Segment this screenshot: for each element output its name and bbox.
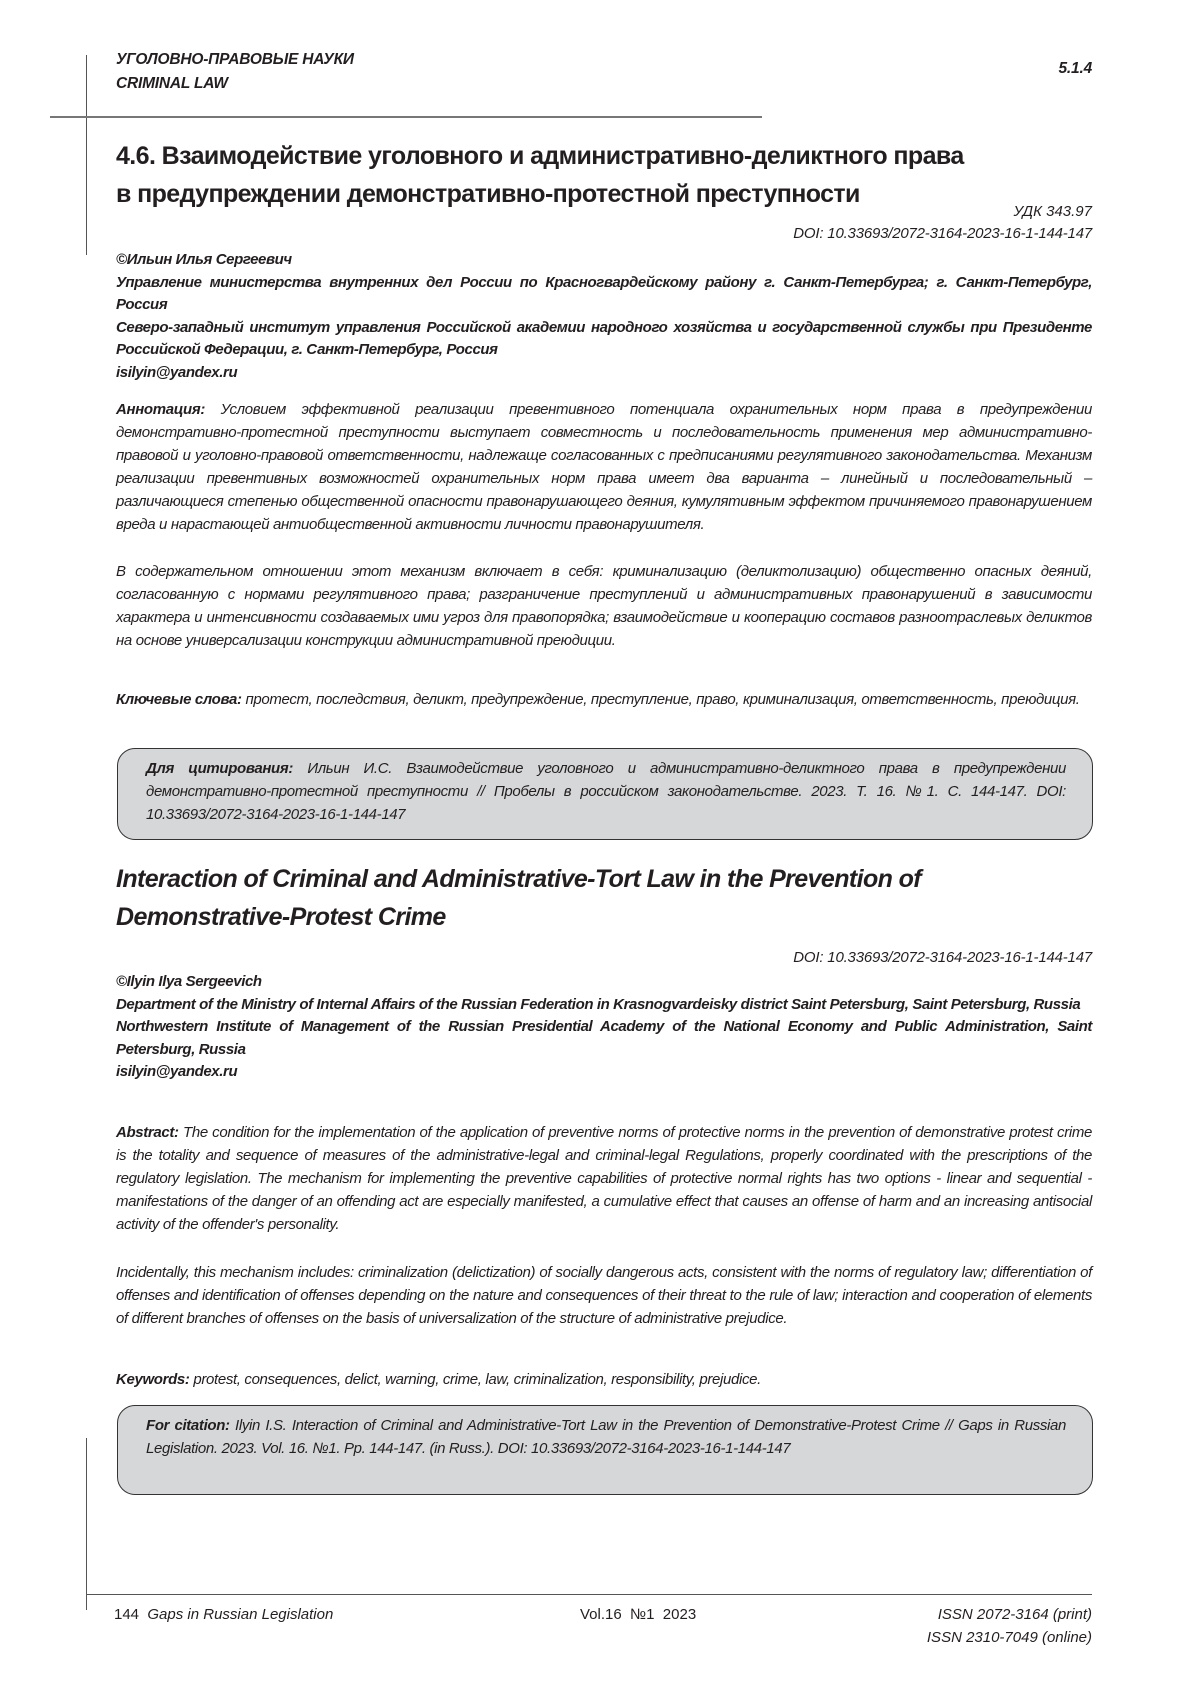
email-en[interactable]: isilyin@yandex.ru xyxy=(116,1061,1092,1084)
journal-name: Gaps in Russian Legislation xyxy=(147,1606,333,1623)
abstract-label-ru: Аннотация: xyxy=(116,401,205,418)
title-ru-line2: в предупреждении демонстративно-протестной преступности xyxy=(116,175,1106,213)
page-number: 144 xyxy=(114,1606,139,1623)
issn-online: ISSN 2310-7049 (online) xyxy=(927,1629,1092,1646)
abstract-ru xyxy=(116,398,1092,536)
article-title-ru xyxy=(116,137,1106,213)
keywords-label-ru: Ключевые слова: xyxy=(116,691,242,708)
citation-text-ru: Ильин И.С. Взаимодействие уголовного и административно-деликтного права в предупреждении демонстративно-протестной преступности // Пробелы в российском законодательстве. 2023. Т. 16. №1. С. 144-147. DOI: 10.33693/2072-3164-2023-16-1-144-147 xyxy=(146,760,1066,823)
title-en-line2: Demonstrative-Protest Crime xyxy=(116,898,1106,936)
keywords-text-ru: протест, последствия, деликт, предупреждение, преступление, право, криминализация, ответственность, преюдиция. xyxy=(245,691,1079,708)
affiliation1-en: Department of the Ministry of Internal Affairs of the Russian Federation in Krasnogvardeisky district Saint Petersburg, Saint Petersburg, Russia xyxy=(116,994,1092,1017)
affiliation2-ru: Северо-западный институт управления Российской академии народного хозяйства и государственной службы при Президенте Российской Федерации, г. Санкт-Петербург, Россия xyxy=(116,317,1092,362)
abstract-label-en: Abstract: xyxy=(116,1124,179,1141)
udc: УДК 343.97 xyxy=(1013,203,1092,220)
keywords-text-en: protest, consequences, delict, warning, crime, law, criminalization, responsibility, prejudice. xyxy=(193,1371,761,1388)
citation-label-en: For citation: xyxy=(146,1417,230,1434)
doi-en: DOI: 10.33693/2072-3164-2023-16-1-144-147 xyxy=(793,949,1092,966)
article-title-en xyxy=(116,860,1106,936)
section-code: 5.1.4 xyxy=(1059,60,1092,78)
section-en: CRIMINAL LAW xyxy=(116,75,228,93)
citation-box-ru xyxy=(117,748,1093,840)
affiliation1-ru: Управление министерства внутренних дел России по Красногвардейскому району г. Санкт-Петербурга; г. Санкт-Петербург, Россия xyxy=(116,272,1092,317)
abstract-text-en: The condition for the implementation of the application of preventive norms of protective norms in the prevention of demonstrative protest crime is the totality and sequence of measures of the administrative-legal and criminal-legal Regulations, properly coordinated with the prescriptions of the regulatory legislation. The mechanism for implementing the preventive capabilities of protective normal rights has two options - linear and sequential - manifestations of the danger of an offending act are especially manifested, a cumulative effect that causes an offense of harm and an increasing antisocial activity of the offender's personality. xyxy=(116,1124,1092,1233)
margin-rule-top xyxy=(86,55,87,255)
header-rule xyxy=(50,116,762,118)
keywords-label-en: Keywords: xyxy=(116,1371,190,1388)
citation-box-en xyxy=(117,1405,1093,1495)
footer-rule xyxy=(86,1594,1092,1595)
affiliation2-en: Northwestern Institute of Management of the Russian Presidential Academy of the National Economy and Public Administration, Saint Petersburg, Russia xyxy=(116,1016,1092,1061)
abstract-p2-en: Incidentally, this mechanism includes: criminalization (delictization) of socially dangerous acts, consistent with the norms of regulatory law; differentiation of offenses and identification of offenses depending on the nature and consequences of their threat to the rule of law; interaction and cooperation of elements of different branches of offenses on the basis of universalization of the structure of administrative prejudice. xyxy=(116,1261,1092,1330)
footer-left xyxy=(114,1606,333,1623)
author-block-en xyxy=(116,971,1092,1084)
abstract-en xyxy=(116,1121,1092,1236)
author-en: ©Ilyin Ilya Sergeevich xyxy=(116,971,1092,994)
citation-text-en: Ilyin I.S. Interaction of Criminal and Administrative-Tort Law in the Prevention of Demonstrative-Protest Crime // Gaps in Russian Legislation. 2023. Vol. 16. №1. Pp. 144-147. (in Russ.). DOI: 10.33693/2072-3164-2023-16-1-144-147 xyxy=(146,1417,1066,1457)
margin-rule-bottom xyxy=(86,1438,87,1610)
keywords-en xyxy=(116,1368,1092,1391)
title-ru-line1: 4.6. Взаимодействие уголовного и административно-деликтного права xyxy=(116,137,1106,175)
section-ru: УГОЛОВНО-ПРАВОВЫЕ НАУКИ xyxy=(116,51,354,69)
footer-issue: Vol.16 №1 2023 xyxy=(580,1606,696,1623)
email-ru[interactable]: isilyin@yandex.ru xyxy=(116,362,1092,385)
issn-print: ISSN 2072-3164 (print) xyxy=(938,1606,1092,1623)
keywords-ru xyxy=(116,688,1092,711)
abstract-p2-ru: В содержательном отношении этот механизм включает в себя: криминализацию (деликтолизацию) общественно опасных деяний, согласованную с нормами регулятивного права; разграничение преступлений и административных правонарушений в зависимости характера и интенсивности создаваемых ими угроз для правопорядка; взаимодействие и кооперацию составов разноотраслевых деликтов на основе универсализации конструкции административной преюдиции. xyxy=(116,560,1092,652)
author-block-ru xyxy=(116,249,1092,384)
abstract-text-ru: Условием эффективной реализации превентивного потенциала охранительных норм права в предупреждении демонстративно-протестной преступности выступает совместность и последовательность применения мер административно-правовой и уголовно-правовой ответственности, надлежаще согласованных с предписаниями регулятивного законодательства. Механизм реализации превентивных возможностей охранительных норм права имеет два варианта – линейный и последовательный – различающиеся степенью общественной опасности правонарушающего деяния, кумулятивным эффектом причиняемого правонарушением вреда и нарастающей антиобщественной активности личности правонарушителя. xyxy=(116,401,1092,533)
citation-label-ru: Для цитирования: xyxy=(146,760,293,777)
title-en-line1: Interaction of Criminal and Administrative-Tort Law in the Prevention of xyxy=(116,860,1106,898)
author-ru: ©Ильин Илья Сергеевич xyxy=(116,249,1092,272)
doi-ru: DOI: 10.33693/2072-3164-2023-16-1-144-147 xyxy=(793,225,1092,242)
